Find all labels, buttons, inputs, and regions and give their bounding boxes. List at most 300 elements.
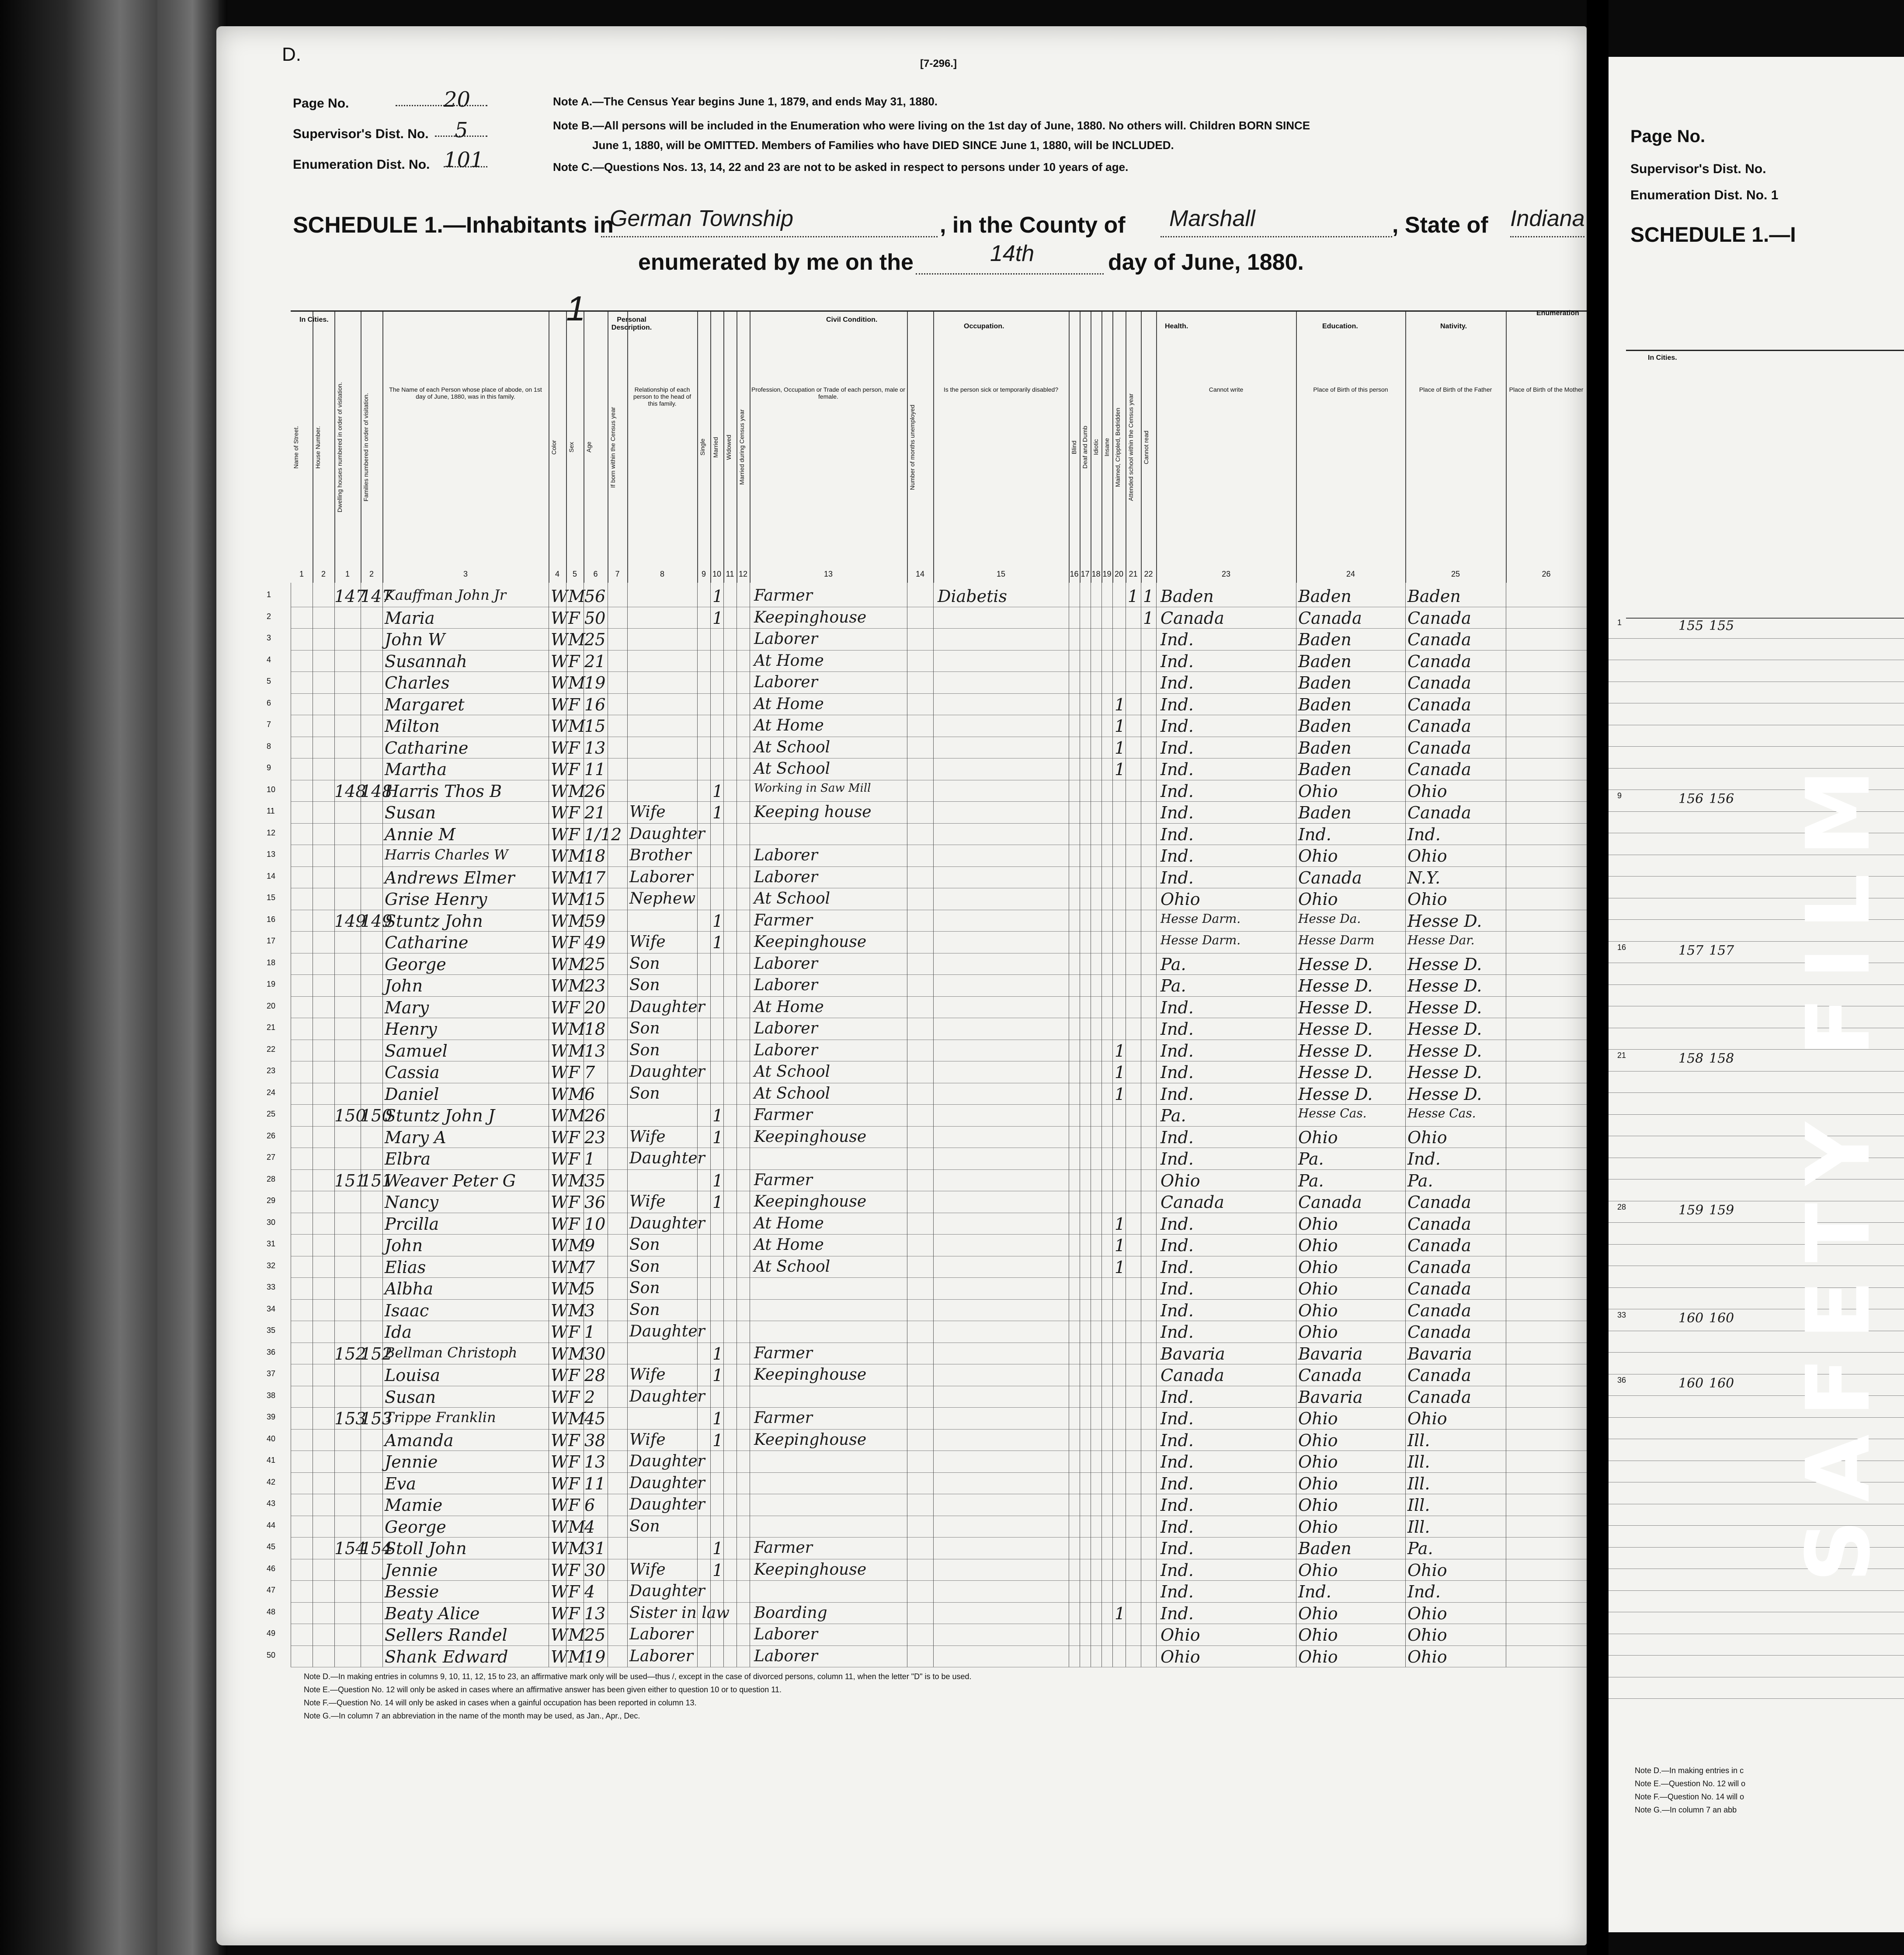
- relationship: Nephew: [629, 890, 696, 908]
- right-row-number: 21: [1617, 1051, 1626, 1060]
- person-name: Kauffman John Jr: [385, 587, 507, 603]
- table-row: [267, 1624, 1587, 1646]
- right-row-number: 1: [1617, 618, 1622, 627]
- age-value: 11: [584, 1474, 606, 1493]
- mother-birthplace: Ind.: [1407, 1149, 1441, 1169]
- color-value: W: [551, 673, 568, 692]
- dwelling-number: 149: [334, 911, 366, 931]
- page-no-label: Page No.: [293, 96, 349, 111]
- right-in-cities: In Cities.: [1648, 354, 1677, 362]
- tally-mark: 1: [566, 289, 586, 328]
- right-family-number: 157: [1709, 943, 1734, 958]
- group-education: Education.: [1322, 323, 1358, 330]
- right-family-number: 155: [1709, 618, 1734, 633]
- right-dwelling-number: 156: [1678, 791, 1704, 807]
- father-birthplace: Baden: [1298, 695, 1352, 714]
- table-row: [267, 1537, 1587, 1559]
- birthplace: Ind.: [1160, 1452, 1194, 1471]
- birthplace: Ind.: [1160, 1019, 1194, 1039]
- color-value: W: [551, 1214, 568, 1234]
- grid-line: [1101, 583, 1102, 1667]
- group-enumeration: Enumeration: [1536, 310, 1579, 317]
- father-birthplace: Ohio: [1298, 1474, 1338, 1493]
- sex-value: M: [568, 1409, 585, 1428]
- sex-value: M: [568, 781, 585, 801]
- occupation: Laborer: [754, 976, 818, 994]
- person-name: Isaac: [385, 1301, 429, 1320]
- age-value: 30: [584, 1344, 606, 1364]
- sex-value: F: [568, 824, 580, 844]
- right-family-number: 158: [1709, 1051, 1734, 1066]
- school-mark: 1: [1115, 738, 1126, 758]
- column-number: 9: [701, 570, 706, 578]
- row-number: 17: [267, 936, 276, 945]
- person-name: Margaret: [385, 695, 465, 714]
- row-number: 36: [267, 1347, 276, 1357]
- father-birthplace: Hesse D.: [1298, 954, 1373, 974]
- row-number: 15: [267, 893, 276, 902]
- table-row: [267, 910, 1587, 932]
- person-name: Grise Henry: [385, 890, 487, 909]
- column-number: 22: [1144, 570, 1153, 578]
- column-number: 23: [1221, 570, 1231, 578]
- sex-value: M: [568, 1301, 585, 1320]
- person-name: Catharine: [385, 933, 469, 952]
- table-row: [267, 1516, 1587, 1538]
- color-value: W: [551, 1625, 568, 1645]
- sex-value: M: [568, 911, 585, 931]
- color-value: W: [551, 890, 568, 909]
- father-birthplace: Ohio: [1298, 1496, 1338, 1515]
- row-number: 34: [267, 1304, 276, 1313]
- occupation: At Home: [754, 717, 824, 734]
- mother-birthplace: Hesse Dar.: [1407, 933, 1475, 947]
- age-value: 35: [584, 1171, 606, 1190]
- person-name: Samuel: [385, 1041, 448, 1061]
- mother-birthplace: Canada: [1407, 1301, 1471, 1320]
- state-label: , State of: [1392, 212, 1488, 238]
- sex-value: M: [568, 1344, 585, 1364]
- mother-birthplace: Baden: [1407, 587, 1461, 606]
- relationship: Brother: [629, 846, 691, 864]
- age-value: 19: [584, 1647, 606, 1666]
- father-birthplace: Canada: [1298, 868, 1362, 887]
- father-birthplace: Baden: [1298, 760, 1352, 779]
- father-birthplace: Hesse D.: [1298, 998, 1373, 1017]
- grid-line: [627, 583, 628, 1667]
- table-row: [267, 737, 1587, 759]
- relationship: Laborer: [629, 868, 693, 886]
- father-birthplace: Hesse D.: [1298, 976, 1373, 995]
- sex-value: F: [568, 608, 580, 628]
- birthplace: Ind.: [1160, 1236, 1194, 1255]
- table-row: [267, 866, 1587, 889]
- father-birthplace: Ohio: [1298, 890, 1338, 909]
- school-mark: 1: [1115, 717, 1126, 736]
- birthplace: Pa.: [1160, 976, 1186, 995]
- color-value: W: [551, 1474, 568, 1493]
- age-value: 1: [584, 1149, 595, 1169]
- birthplace: Hesse Darm.: [1160, 933, 1241, 947]
- row-number: 14: [267, 871, 276, 880]
- person-name: Trippe Franklin: [385, 1409, 496, 1426]
- row-number: 5: [267, 677, 271, 685]
- column-header: [1069, 312, 1081, 583]
- father-birthplace: Baden: [1298, 738, 1352, 758]
- father-birthplace: Ohio: [1298, 1301, 1338, 1320]
- age-value: 10: [584, 1214, 606, 1234]
- relationship: Son: [629, 1279, 660, 1297]
- age-value: 25: [584, 630, 606, 649]
- mother-birthplace: Pa.: [1407, 1539, 1433, 1558]
- family-number: 151: [361, 1171, 393, 1190]
- father-birthplace: Hesse Cas.: [1298, 1106, 1367, 1120]
- column-header-label: Deaf and Dumb: [1081, 425, 1088, 469]
- occupation: Farmer: [754, 1106, 813, 1124]
- column-number: 14: [915, 570, 925, 578]
- column-header-label: Idiotic: [1092, 439, 1099, 456]
- occupation: At School: [754, 1084, 830, 1103]
- birthplace: Ind.: [1160, 1517, 1194, 1537]
- table-row: [267, 845, 1587, 867]
- mother-birthplace: Ill.: [1407, 1517, 1430, 1537]
- row-number: 16: [267, 915, 276, 924]
- right-table-row: [1609, 1677, 1904, 1699]
- sex-value: M: [568, 1106, 585, 1125]
- table-row: [267, 953, 1587, 975]
- school-mark: 1: [1115, 1084, 1126, 1104]
- mother-birthplace: Ohio: [1407, 1127, 1447, 1147]
- row-number: 3: [267, 633, 271, 642]
- sex-value: M: [568, 954, 585, 974]
- color-value: W: [551, 1409, 568, 1428]
- row-number: 49: [267, 1629, 276, 1638]
- birthplace: Ind.: [1160, 673, 1194, 692]
- school-mark: 1: [1115, 760, 1126, 779]
- column-header: [933, 312, 1070, 583]
- column-header-label: Cannot write: [1209, 386, 1244, 393]
- census-page: [216, 26, 1587, 1945]
- age-value: 15: [584, 890, 606, 909]
- row-number: 50: [267, 1650, 276, 1659]
- person-name: John: [385, 1236, 423, 1255]
- birthplace: Ind.: [1160, 717, 1194, 736]
- column-header: [291, 312, 313, 583]
- occupation: At Home: [754, 998, 824, 1016]
- occupation: Laborer: [754, 954, 818, 973]
- right-supervisor-label: Supervisor's Dist. No.: [1630, 162, 1766, 176]
- birthplace: Ind.: [1160, 630, 1194, 649]
- row-number: 18: [267, 958, 276, 967]
- age-value: 15: [584, 717, 606, 736]
- color-value: W: [551, 1106, 568, 1125]
- grid-line: [723, 583, 724, 1667]
- relationship: Son: [629, 1084, 660, 1103]
- person-name: Shank Edward: [385, 1647, 508, 1666]
- column-number: 13: [823, 570, 833, 578]
- sex-value: M: [568, 976, 585, 995]
- column-header: [1141, 312, 1157, 583]
- sex-value: F: [568, 1193, 580, 1212]
- father-birthplace: Baden: [1298, 1539, 1352, 1558]
- grid-line: [334, 583, 335, 1667]
- married-mark: 1: [712, 1127, 723, 1147]
- grid-line: [697, 583, 698, 1667]
- color-value: W: [551, 1344, 568, 1364]
- row-number: 4: [267, 655, 271, 664]
- row-number: 25: [267, 1110, 276, 1118]
- relationship: Wife: [629, 1193, 666, 1211]
- mother-birthplace: Canada: [1407, 1257, 1471, 1277]
- mother-birthplace: Canada: [1407, 1193, 1471, 1212]
- occupation: Farmer: [754, 911, 813, 929]
- mother-birthplace: Canada: [1407, 1214, 1471, 1234]
- occupation: Keepinghouse: [754, 1193, 867, 1211]
- person-name: Nancy: [385, 1193, 439, 1212]
- father-birthplace: Ohio: [1298, 1322, 1338, 1342]
- school-mark: 1: [1115, 1604, 1126, 1623]
- birthplace: Pa.: [1160, 954, 1186, 974]
- enumeration-value: 101: [444, 148, 484, 172]
- sex-value: F: [568, 1149, 580, 1169]
- color-value: W: [551, 695, 568, 714]
- color-value: W: [551, 911, 568, 931]
- color-value: W: [551, 1041, 568, 1061]
- occupation: At Home: [754, 1214, 824, 1232]
- color-value: W: [551, 954, 568, 974]
- column-header-label: Married during Census year: [738, 409, 745, 485]
- relationship: Wife: [629, 803, 666, 821]
- mother-birthplace: Hesse D.: [1407, 1041, 1482, 1061]
- dwelling-number: 154: [334, 1539, 366, 1558]
- color-value: W: [551, 1647, 568, 1666]
- age-value: 20: [584, 998, 606, 1017]
- person-name: Stuntz John J: [385, 1106, 495, 1125]
- color-value: W: [551, 1063, 568, 1082]
- age-value: 28: [584, 1366, 606, 1385]
- birthplace: Canada: [1160, 1366, 1224, 1385]
- sex-value: F: [568, 1452, 580, 1471]
- school-mark: 1: [1115, 1214, 1126, 1234]
- relationship: Laborer: [629, 1625, 693, 1643]
- sex-value: M: [568, 587, 585, 606]
- dwelling-number: 153: [334, 1409, 366, 1428]
- mother-birthplace: Canada: [1407, 760, 1471, 779]
- person-name: Stuntz John: [385, 911, 483, 931]
- row-number: 26: [267, 1131, 276, 1140]
- note-b: Note B.—All persons will be included in the Enumeration who were living on the 1st day of June, 1880. No others will. Children BORN SINCE: [553, 119, 1310, 132]
- column-number: 25: [1451, 570, 1460, 578]
- birthplace: Ind.: [1160, 1301, 1194, 1320]
- column-header-label: Maimed, Crippled, Bedridden: [1114, 407, 1121, 487]
- mother-birthplace: Canada: [1407, 608, 1471, 628]
- relationship: Sister in law: [629, 1604, 730, 1622]
- column-number: 26: [1542, 570, 1551, 578]
- column-header-label: Profession, Occupation or Trade of each person, male or female.: [751, 386, 905, 400]
- table-row: [267, 650, 1587, 672]
- occupation: At School: [754, 738, 830, 756]
- father-birthplace: Hesse D.: [1298, 1019, 1373, 1039]
- occupation: Keepinghouse: [754, 1127, 867, 1146]
- father-birthplace: Hesse D.: [1298, 1041, 1373, 1061]
- column-header-label: Dwelling houses numbered in order of visitation.: [336, 382, 343, 513]
- person-name: Jennie: [385, 1452, 438, 1471]
- birthplace: Ind.: [1160, 1257, 1194, 1277]
- color-value: W: [551, 781, 568, 801]
- date-label: day of June, 1880.: [1108, 250, 1304, 275]
- column-header: [697, 312, 711, 583]
- sex-value: F: [568, 1063, 580, 1082]
- row-number: 38: [267, 1391, 276, 1400]
- column-header-label: Place of Birth of the Father: [1419, 386, 1492, 393]
- birthplace: Ind.: [1160, 1474, 1194, 1493]
- father-birthplace: Ohio: [1298, 1430, 1338, 1450]
- column-number: 4: [555, 570, 559, 578]
- table-row: [267, 693, 1587, 716]
- column-number: 17: [1081, 570, 1090, 578]
- column-header-label: Blind: [1070, 440, 1077, 454]
- table-row: [267, 1277, 1587, 1300]
- sex-value: F: [568, 1430, 580, 1450]
- sex-value: M: [568, 846, 585, 866]
- note-f: Note F.—Question No. 14 will only be asked in cases when a gainful occupation has been reported in column 13.: [304, 1698, 697, 1707]
- person-name: Andrews Elmer: [385, 868, 515, 887]
- mother-birthplace: Ohio: [1407, 846, 1447, 866]
- age-value: 50: [584, 608, 606, 628]
- table-row: [267, 1321, 1587, 1343]
- table-row: [267, 1472, 1587, 1495]
- row-number: 1: [267, 590, 271, 599]
- row-number: 19: [267, 980, 276, 988]
- age-value: 13: [584, 1041, 606, 1061]
- cannot-read-mark: 1: [1128, 587, 1139, 606]
- married-mark: 1: [712, 1106, 723, 1125]
- table-row: [267, 1407, 1587, 1430]
- relationship: Son: [629, 1301, 660, 1319]
- column-number: 7: [615, 570, 620, 578]
- row-number: 8: [267, 741, 271, 751]
- row-number: 23: [267, 1066, 276, 1075]
- age-value: 1: [584, 1322, 595, 1342]
- color-value: W: [551, 824, 568, 844]
- occupation: Keepinghouse: [754, 1366, 867, 1384]
- right-table-row: [1609, 638, 1904, 661]
- person-name: George: [385, 954, 446, 974]
- birthplace: Pa.: [1160, 1106, 1186, 1125]
- age-value: 3: [584, 1301, 595, 1320]
- column-header: [723, 312, 737, 583]
- person-name: Amanda: [385, 1430, 454, 1450]
- person-name: Susannah: [385, 651, 467, 671]
- safety-film-label: SAFETY FILM: [1788, 751, 1890, 1583]
- color-value: W: [551, 651, 568, 671]
- age-value: 19: [584, 673, 606, 692]
- sex-value: F: [568, 651, 580, 671]
- age-value: 2: [584, 1387, 595, 1407]
- married-mark: 1: [712, 1539, 723, 1558]
- occupation: At School: [754, 1257, 830, 1276]
- occupation: Keepinghouse: [754, 608, 867, 626]
- mother-birthplace: Canada: [1407, 1236, 1471, 1255]
- mother-birthplace: Canada: [1407, 1366, 1471, 1385]
- row-number: 29: [267, 1196, 276, 1205]
- table-row: [267, 1343, 1587, 1365]
- father-birthplace: Canada: [1298, 608, 1362, 628]
- table-row: [267, 1040, 1587, 1062]
- row-number: 13: [267, 850, 276, 859]
- age-value: 13: [584, 1604, 606, 1623]
- age-value: 26: [584, 1106, 606, 1125]
- table-row: [267, 801, 1587, 824]
- age-value: 31: [584, 1539, 606, 1558]
- right-dwelling-number: 160: [1678, 1375, 1704, 1391]
- column-header-label: House Number.: [314, 426, 321, 469]
- table-row: [267, 1386, 1587, 1408]
- father-birthplace: Baden: [1298, 803, 1352, 822]
- sex-value: F: [568, 1366, 580, 1385]
- married-mark: 1: [712, 1430, 723, 1450]
- table-row: [267, 1234, 1587, 1256]
- married-mark: 1: [712, 587, 723, 606]
- sex-value: M: [568, 1257, 585, 1277]
- father-birthplace: Ohio: [1298, 1236, 1338, 1255]
- sex-value: M: [568, 1517, 585, 1537]
- person-name: Annie M: [385, 824, 456, 844]
- person-name: Mary: [385, 998, 429, 1017]
- person-name: Maria: [385, 608, 435, 628]
- row-number: 43: [267, 1499, 276, 1508]
- table-row: [267, 758, 1587, 780]
- right-note-f: Note F.—Question No. 14 will o: [1635, 1792, 1744, 1801]
- row-number: 32: [267, 1261, 276, 1270]
- birthplace: Ind.: [1160, 1604, 1194, 1623]
- married-mark: 1: [712, 608, 723, 628]
- person-name: Stoll John: [385, 1539, 467, 1558]
- mother-birthplace: Canada: [1407, 673, 1471, 692]
- occupation: Farmer: [754, 587, 813, 605]
- age-value: 4: [584, 1582, 595, 1601]
- grid-line: [1405, 583, 1406, 1667]
- age-value: 59: [584, 911, 606, 931]
- column-header: [1112, 312, 1126, 583]
- age-value: 7: [584, 1063, 595, 1082]
- right-schedule-label: SCHEDULE 1.—I: [1630, 223, 1796, 247]
- color-value: W: [551, 717, 568, 736]
- mother-birthplace: Pa.: [1407, 1171, 1433, 1190]
- row-number: 12: [267, 828, 276, 837]
- column-number: 1: [345, 570, 350, 578]
- row-number: 47: [267, 1586, 276, 1594]
- column-number: 8: [660, 570, 664, 578]
- row-number: 44: [267, 1520, 276, 1530]
- person-name: Milton: [385, 717, 440, 736]
- sex-value: F: [568, 760, 580, 779]
- right-note-e: Note E.—Question No. 12 will o: [1635, 1779, 1746, 1788]
- birthplace: Ind.: [1160, 1127, 1194, 1147]
- birthplace: Bavaria: [1160, 1344, 1225, 1364]
- person-name: Henry: [385, 1019, 437, 1039]
- school-mark: 1: [1115, 695, 1126, 714]
- occupation: Working in Saw Mill: [754, 781, 871, 795]
- township: German Township: [610, 206, 794, 231]
- table-row: [267, 1364, 1587, 1386]
- column-header: [627, 312, 698, 583]
- right-dwelling-number: 160: [1678, 1311, 1704, 1326]
- table-row: [267, 996, 1587, 1019]
- relationship: Daughter: [629, 1582, 705, 1600]
- family-number: 153: [361, 1409, 393, 1428]
- dwelling-number: 151: [334, 1171, 366, 1190]
